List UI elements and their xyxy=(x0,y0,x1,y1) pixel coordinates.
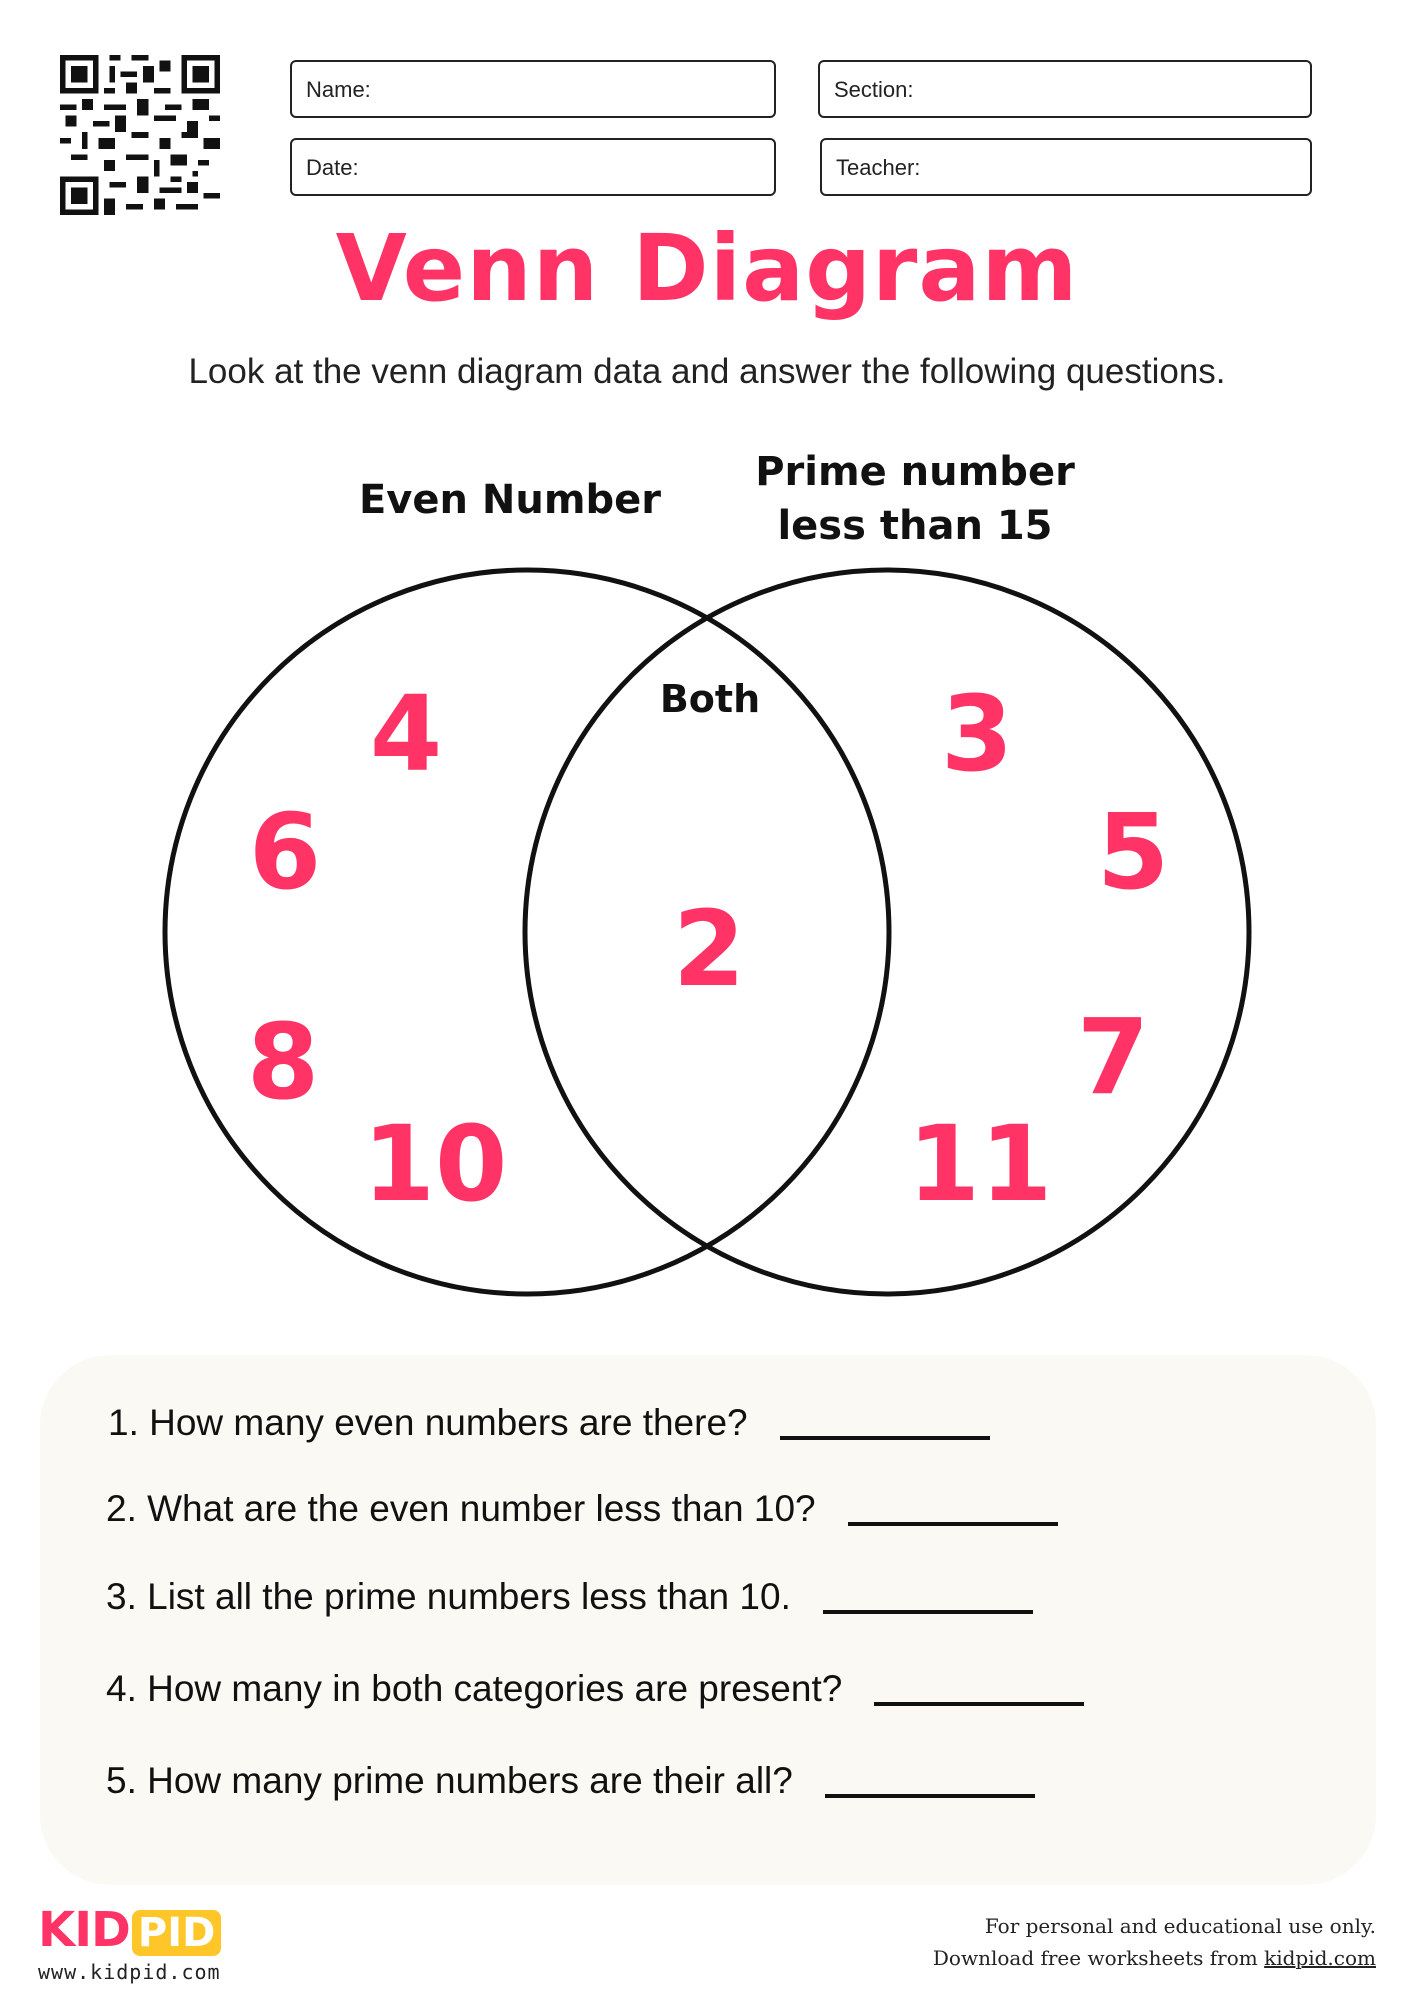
answer-blank-3[interactable] xyxy=(823,1584,1033,1614)
even-number-8: 8 xyxy=(246,1001,320,1123)
footer-link[interactable]: kidpid.com xyxy=(1264,1946,1376,1970)
prime-number-label xyxy=(730,445,1100,553)
instructions: Look at the venn diagram data and answer the following questions. xyxy=(188,352,1226,391)
prime-label-line2: less than 15 xyxy=(777,503,1053,549)
question-3-text: 3. List all the prime numbers less than 10. xyxy=(106,1576,791,1617)
question-5 xyxy=(106,1760,1035,1802)
question-2 xyxy=(106,1488,1058,1530)
even-number-label: Even Number xyxy=(358,477,662,523)
prime-number-7: 7 xyxy=(1076,996,1150,1118)
logo-url: www.kidpid.com xyxy=(38,1960,221,1984)
even-number-4: 4 xyxy=(369,673,443,795)
question-4 xyxy=(106,1668,1084,1710)
question-4-text: 4. How many in both categories are present? xyxy=(106,1668,843,1709)
prime-number-11: 11 xyxy=(907,1103,1053,1225)
footer-line-2 xyxy=(933,1942,1376,1974)
footer-line-1: For personal and educational use only. xyxy=(984,1914,1376,1938)
answer-blank-5[interactable] xyxy=(825,1768,1035,1798)
prime-number-5: 5 xyxy=(1096,791,1170,913)
page-title: Venn Diagram xyxy=(335,215,1079,322)
answer-blank-2[interactable] xyxy=(848,1496,1058,1526)
question-5-text: 5. How many prime numbers are their all? xyxy=(106,1760,793,1801)
prime-label-line1: Prime number xyxy=(755,449,1075,495)
date-label: Date: xyxy=(306,155,359,180)
logo-pid: PID xyxy=(132,1910,221,1956)
name-label: Name: xyxy=(306,77,371,102)
even-number-10: 10 xyxy=(362,1103,508,1225)
footer-line-2-prefix: Download free worksheets from xyxy=(932,1946,1265,1970)
even-number-6: 6 xyxy=(248,791,322,913)
section-label: Section: xyxy=(834,77,914,102)
question-3 xyxy=(106,1576,1033,1618)
answer-blank-1[interactable] xyxy=(780,1410,990,1440)
kidpid-logo xyxy=(38,1902,221,1958)
answer-blank-4[interactable] xyxy=(874,1676,1084,1706)
question-1 xyxy=(108,1402,990,1444)
logo-kid: KID xyxy=(38,1902,130,1958)
both-number-2: 2 xyxy=(672,888,746,1010)
question-1-text: 1. How many even numbers are there? xyxy=(108,1402,748,1443)
teacher-label: Teacher: xyxy=(836,155,921,180)
footer-note xyxy=(933,1910,1376,1974)
question-2-text: 2. What are the even number less than 10? xyxy=(106,1488,816,1529)
both-label: Both xyxy=(659,677,761,721)
prime-number-3: 3 xyxy=(940,673,1014,795)
